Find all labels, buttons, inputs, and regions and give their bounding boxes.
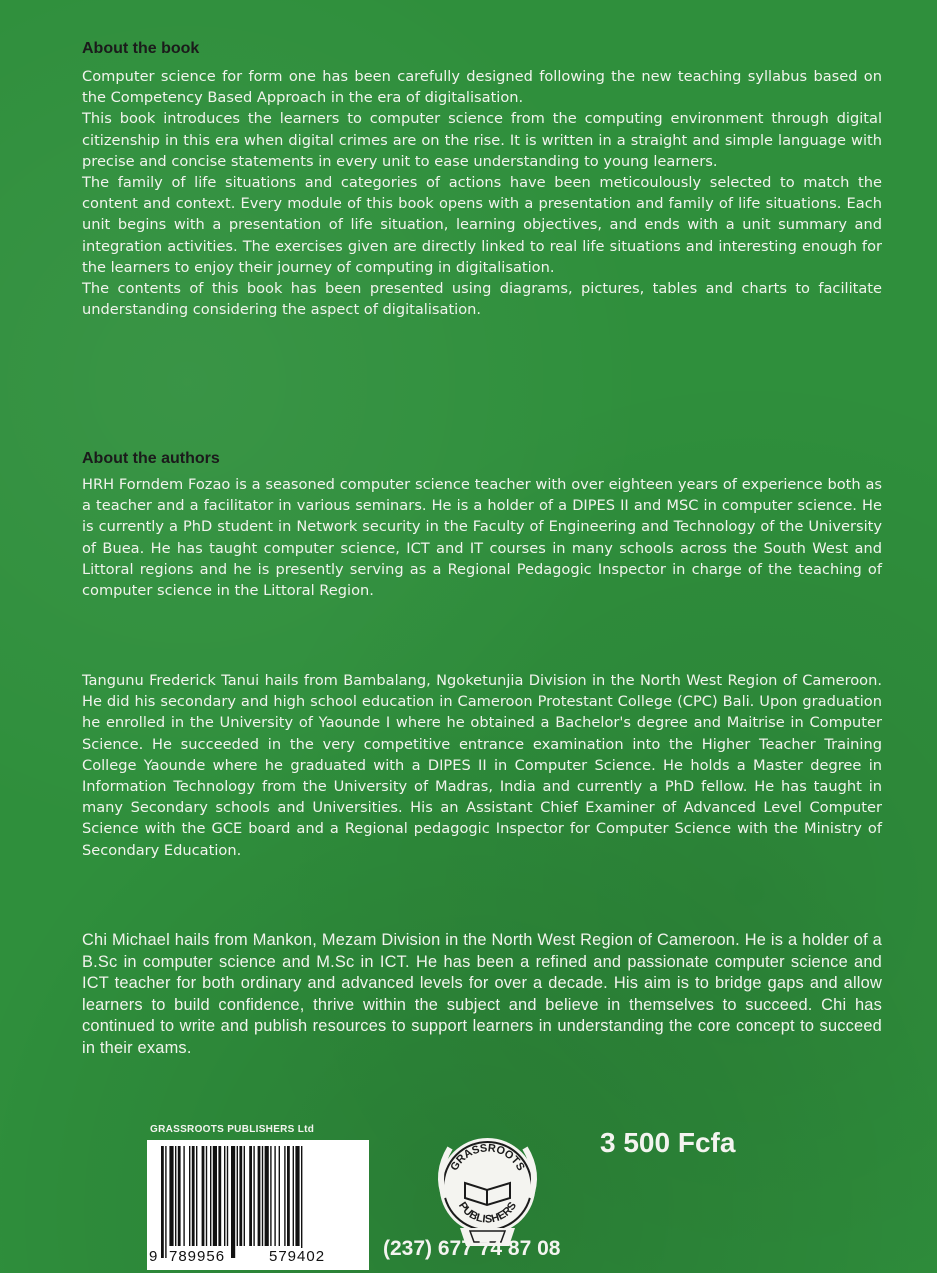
barcode-digits-left: 789956 [169,1248,226,1265]
about-book-paragraph-1: Computer science for form one has been carefully designed following the new teaching syllabus based on the Competency Based Approach in the era of digitalisation. [82,68,882,107]
logo-text-bottom: PUBLISHERS [455,1200,520,1226]
author-3-bio: Chi Michael hails from Mankon, Mezam Division in the North West Region of Cameroon. He is a holder of a B.Sc in computer science and M.Sc in ICT. He has been a refined and passionate computer science and ICT teacher for both ordinary and advanced levels for over a decade. His aim is to bridge gaps and allow learners to build confidence, thrive within the subject and believe in themselves to succeed. Chi has continued to write and publish resources to support learners in understanding the core concept to succeed in their exams. [82,931,882,1057]
author-2-bio: Tangunu Frederick Tanui hails from Bambalang, Ngoketunjia Division in the North West Region of Cameroon. He did his secondary and high school education in Cameroon Protestant College (CPC) Bali. Upon graduation he enrolled in the University of Yaounde I where he obtained a Bachelor's degree and Maitrise in Computer Science. He succeeded in the very competitive entrance examination into the Higher Teacher Training College Yaounde where he graduated with a DIPES II in Computer Science. He holds a Master degree in Information Technology from the University of Madras, India and currently a PhD fellow. He has taught in many Secondary schools and Universities. His an Assistant Chief Examiner of Advanced Level Computer Science with the GCE board and a Regional pedagogic Inspector for Computer Science with the Ministry of Secondary Education. [82,672,882,859]
publisher-label: GRASSROOTS PUBLISHERS Ltd [150,1124,315,1135]
phone-number: (237) 677 74 87 08 [383,1237,561,1260]
barcode-digits-right: 579402 [269,1248,326,1265]
about-book-paragraph-4: The contents of this book has been presented using diagrams, pictures, tables and charts to facilitate understanding considering the aspect of digitalisation. [82,280,882,319]
barcode-digit-prefix: 9 [149,1248,158,1265]
isbn-barcode [147,1140,369,1270]
author-1-bio: HRH Forndem Fozao is a seasoned computer science teacher with over eighteen years of experience both as a teacher and a facilitator in various seminars. He is a holder of a DIPES II and MSC in computer science. He is currently a PhD student in Network security in the Faculty of Engineering and Technology of the University of Buea. He has taught computer science, ICT and IT courses in many schools across the South West and Littoral regions and he is presently serving as a Regional Pedagogic Inspector in charge of the teaching of computer science in the Littoral Region. [82,476,882,600]
about-authors-heading: About the authors [82,450,220,467]
about-book-paragraph-2: This book introduces the learners to computer science from the computing environment through digital citizenship in this era when digital crimes are on the rise. It is written in a straight and simple language with precise and concise statements in every unit to ease understanding to young learners. [82,110,882,170]
about-book-paragraph-3: The family of life situations and categories of actions have been meticoulously selected to match the content and context. Every module of this book opens with a presentation and family of life situations. Each unit begins with a presentation of life situation, learning objectives, and ends with a unit summary and integration activities. The exercises given are directly linked to real life situations and interesting enough for the learners to enjoy their journey of computing in digitalisation. [82,174,882,276]
publisher-logo [425,1128,550,1253]
about-book-heading: About the book [82,40,200,57]
logo-text-top: GRASSROOTS [448,1142,527,1173]
price-label: 3 500 Fcfa [600,1127,736,1158]
about-book-text [82,66,882,320]
